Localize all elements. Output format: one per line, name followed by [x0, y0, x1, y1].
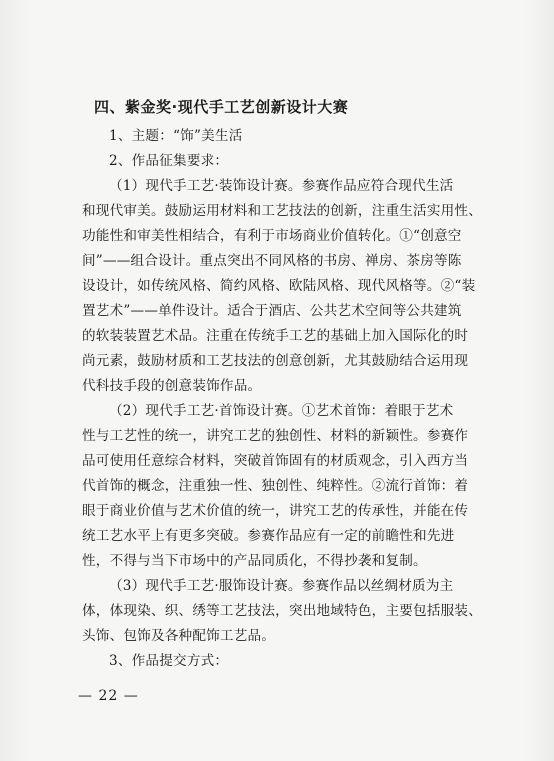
paragraph-line: 眼于商业价值与艺术价值的统一，讲究工艺的传承性，并能在传	[82, 503, 469, 519]
document-body	[82, 96, 482, 674]
paragraph-apparel-design	[82, 574, 482, 649]
paragraph-line: 的软装装置艺术品。注重在传统手工艺的基础上加入国际化的时	[82, 328, 469, 344]
page-number: — 22 —	[78, 688, 139, 704]
paragraph-line: 置艺术”——单件设计。适合于酒店、公共艺术空间等公共建筑	[82, 303, 462, 319]
paragraph-line: 体，体现染、织、绣等工艺技法，突出地域特色，主要包括服装、	[82, 603, 483, 619]
paragraph-line: 统工艺水平上有更多突破。参赛作品应有一定的前瞻性和先进	[82, 528, 455, 544]
paragraph-line: 和现代审美。鼓励运用材料和工艺技法的创新，注重生活实用性、	[82, 203, 483, 219]
paragraph-line: （1）现代手工艺·装饰设计赛。参赛作品应符合现代生活	[109, 178, 454, 194]
paragraph-line: 尚元素，鼓励材质和工艺技法的创意创新，尤其鼓励结合运用现	[82, 353, 469, 369]
paragraph-line: 代首饰的概念，注重独一性、独创性、纯粹性。②流行首饰：着	[82, 478, 469, 494]
paragraph-line: 品可使用任意综合材料，突破首饰固有的材质观念，引入西方当	[82, 453, 469, 469]
paragraph-line: （3）现代手工艺·服饰设计赛。参赛作品以丝绸材质为主	[109, 578, 454, 594]
paragraph-line: 性与工艺性的统一，讲究工艺的独创性、材料的新颖性。参赛作	[82, 428, 469, 444]
paragraph-decoration-design	[82, 174, 482, 399]
paragraph-line: （2）现代手工艺·首饰设计赛。①艺术首饰：着眼于艺术	[109, 403, 454, 419]
paragraph-line: 性，不得与当下市场中的产品同质化，不得抄袭和复制。	[82, 553, 427, 569]
paragraph-line: 间”——组合设计。重点突出不同风格的书房、禅房、茶房等陈	[82, 253, 462, 269]
theme-line: 1、主题：“饰”美生活	[109, 128, 243, 144]
submission-title: 3、作品提交方式：	[109, 653, 229, 669]
requirements-title: 2、作品征集要求：	[109, 153, 229, 169]
paragraph-line: 代科技手段的创意装饰作品。	[82, 378, 262, 394]
paragraph-line: 设设计，如传统风格、简约风格、欧陆风格、现代风格等。②“装	[82, 278, 476, 294]
paragraph-line: 头饰、包饰及各种配饰工艺品。	[82, 628, 276, 644]
paragraph-line: 功能性和审美性相结合，有利于市场商业价值转化。①“创意空	[82, 228, 462, 244]
paragraph-jewelry-design	[82, 399, 482, 574]
section-heading: 四、紫金奖·现代手工艺创新设计大赛	[94, 98, 349, 116]
